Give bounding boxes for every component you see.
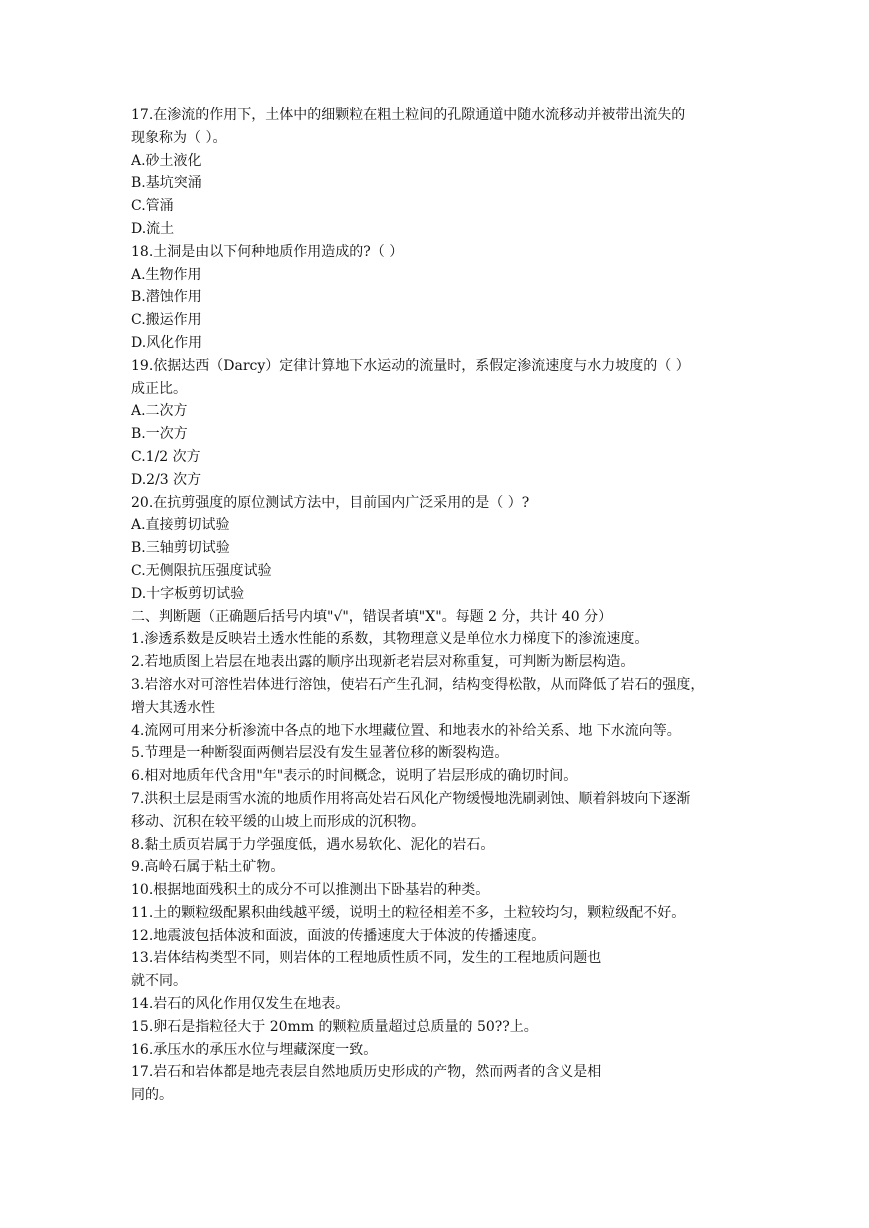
text-line: D.风化作用 [131,334,203,351]
text-line: 17.在渗流的作用下，土体中的细颗粒在粗土粒间的孔隙通道中随水流移动并被带出流失的 [131,107,686,123]
text-line: C.搬运作用 [131,312,202,329]
text-line: 1.渗透系数是反映岩土透水性能的系数，其物理意义是单位水力梯度下的渗流速度。 [131,631,649,648]
text-line: 16.承压水的承压水位与埋藏深度一致。 [131,1041,378,1058]
text-line: 13.岩体结构类型不同，则岩体的工程地质性质不同，发生的工程地质问题也 [131,950,602,967]
text-line: 10.根据地面残积土的成分不可以推测出下卧基岩的种类。 [131,882,490,899]
text-line: 9.高岭石属于粘土矿物。 [131,859,285,876]
text-line: 增大其透水性 [131,699,215,716]
text-line: 成正比。 [131,380,187,397]
text-line: A.生物作用 [131,266,202,283]
text-line: A.砂土液化 [131,152,202,169]
text-line: 5.节理是一种断裂面两侧岩层没有发生显著位移的断裂构造。 [131,745,509,762]
text-line: 3.岩溶水对可溶性岩体进行溶蚀，使岩石产生孔洞，结构变得松散，从而降低了岩石的强度， [131,676,705,693]
text-line: B.潜蚀作用 [131,289,202,306]
text-line: 17.岩石和岩体都是地壳表层自然地质历史形成的产物，然而两者的含义是相 [131,1064,602,1081]
text-line: 6.相对地质年代含用"年"表示的时间概念，说明了岩层形成的确切时间。 [131,768,578,785]
text-line: D.2/3 次方 [131,471,202,488]
text-line: C.1/2 次方 [131,448,201,465]
section-heading: 二、判断题（正确题后括号内填"√"，错误者填"X"。每题 2 分，共计 40 分） [131,608,613,625]
text-line: C.无侧限抗压强度试验 [131,562,272,579]
text-line: 8.黏土质页岩属于力学强度低，遇水易软化、泥化的岩石。 [131,836,495,853]
text-line: 20.在抗剪强度的原位测试方法中，目前国内广泛采用的是（ ）? [131,494,530,511]
text-line: A.直接剪切试验 [131,517,230,534]
text-line: 2.若地质图上岩层在地表出露的顺序出现新老岩层对称重复，可判断为断层构造。 [131,654,635,671]
text-line: 12.地震波包括体波和面波，面波的传播速度大于体波的传播速度。 [131,927,546,944]
text-line: 现象称为（ ）。 [131,129,227,146]
text-line: 4.流网可用来分析渗流中各点的地下水埋藏位置、和地表水的补给关系、地 下水流向等。 [131,722,681,739]
text-line: 移动、沉积在较平缓的山坡上而形成的沉积物。 [131,813,425,830]
text-line: 19.依据达西（Darcy）定律计算地下水运动的流量时，系假定渗流速度与水力坡度的（ ） [131,357,690,374]
text-line: D.流土 [131,220,175,237]
text-line: D.十字板剪切试验 [131,585,245,602]
text-line: 同的。 [131,1087,173,1104]
text-line: C.管涌 [131,198,174,215]
text-line: 7.洪积土层是雨雪水流的地质作用将高处岩石风化产物缓慢地洗刷剥蚀、顺着斜坡向下逐渐 [131,790,691,807]
text-line: 14.岩石的风化作用仅发生在地表。 [131,996,350,1013]
text-line: B.一次方 [131,426,188,443]
text-line: B.基坑突涌 [131,175,202,192]
text-line: 15.卵石是指粒径大于 20mm 的颗粒质量超过总质量的 50??上。 [131,1018,538,1035]
text-line: 11.土的颗粒级配累积曲线越平缓，说明土的粒径相差不多，土粒较均匀，颗粒级配不好。 [131,904,686,921]
text-line: 就不同。 [131,973,187,990]
text-line: A.二次方 [131,403,188,420]
text-line: B.三轴剪切试验 [131,540,230,557]
document-page [131,104,751,1107]
text-line: 18.土洞是由以下何种地质作用造成的?（ ） [131,243,404,260]
